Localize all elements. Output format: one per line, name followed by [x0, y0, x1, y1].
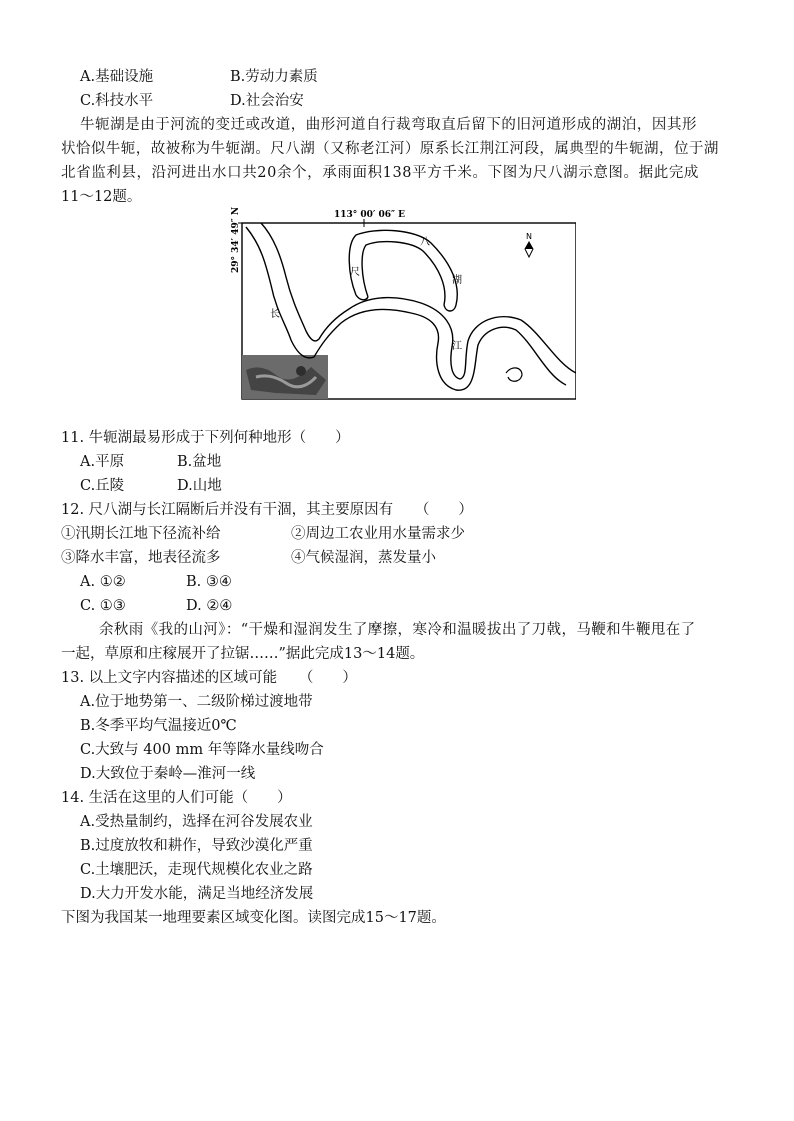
- passage-line-4: 11～12题。: [61, 189, 142, 205]
- label-ba: 八: [420, 237, 430, 248]
- passage-line-2: 状恰似牛轭，故被称为牛轭湖。尺八湖（又称老江河）原系长江荆江河段，属典型的牛轭湖，位于湖: [61, 141, 719, 157]
- q14-stem: 14. 生活在这里的人们可能（ ）: [61, 790, 292, 806]
- intro-q15: 下图为我国某一地理要素区域变化图。读图完成15～17题。: [61, 910, 446, 926]
- q14-option-d: D.大力开发水能，满足当地经济发展: [80, 886, 314, 902]
- q11-option-d: D.山地: [177, 478, 222, 494]
- q13-stem: 13. 以上文字内容描述的区域可能 （ ）: [61, 670, 357, 686]
- q13-option-c: C.大致与 400 mm 年等降水量线吻合: [80, 742, 324, 758]
- q12-option-a: A. ①②: [80, 574, 126, 590]
- q14-option-b: B.过度放牧和耕作，导致沙漠化严重: [80, 838, 313, 854]
- svg-text:N: N: [526, 232, 532, 241]
- river-loop: [506, 368, 522, 381]
- passage2-line-1: 余秋雨《我的山河》：“干燥和湿润发生了摩擦，寒冷和温暖拔出了刀戟，马鞭和牛鞭甩在了: [99, 622, 696, 638]
- q13-option-a: A.位于地势第一、二级阶梯过渡地带: [80, 694, 313, 710]
- north-arrow-icon: [525, 232, 533, 257]
- q14-option-a: A.受热量制约，选择在河谷发展农业: [80, 814, 313, 830]
- q12-statement-1: ①汛期长江地下径流补给: [61, 526, 221, 542]
- q11-option-c: C.丘陵: [80, 478, 125, 494]
- q12-option-d: D. ②④: [186, 598, 233, 614]
- q14-option-c: C.土壤肥沃，走现代规模化农业之路: [80, 862, 313, 878]
- q12-stem: 12. 尺八湖与长江隔断后并没有干涸，其主要原因有 （ ）: [61, 502, 473, 518]
- q13-option-b: B.冬季平均气温接近0℃: [80, 718, 237, 734]
- chiba-lake-map: [216, 205, 576, 400]
- q12-statement-3: ③降水丰富，地表径流多: [61, 550, 221, 566]
- option-b: B.劳动力素质: [230, 69, 318, 85]
- longitude-label: 113° 00′ 06″ E: [334, 210, 405, 220]
- passage-line-1: 牛轭湖是由于河流的变迁或改道，曲形河道自行裁弯取直后留下的旧河道形成的湖泊，因其形: [80, 117, 698, 133]
- option-a: A.基础设施: [80, 69, 154, 85]
- q12-statement-2: ②周边工农业用水量需求少: [291, 526, 465, 542]
- satellite-inset: [242, 355, 328, 399]
- label-hu: 湖: [452, 275, 462, 286]
- option-c: C.科技水平: [80, 93, 154, 109]
- q11-option-b: B.盆地: [177, 454, 222, 470]
- latitude-label: 29° 34′ 49″ N: [231, 206, 241, 273]
- q12-option-b: B. ③④: [186, 574, 232, 590]
- q12-statement-4: ④气候湿润，蒸发量小: [291, 550, 436, 566]
- q13-option-d: D.大致位于秦岭—淮河一线: [80, 766, 256, 782]
- option-d: D.社会治安: [230, 93, 304, 109]
- passage2-line-2: 一起，草原和庄稼展开了拉锯……”据此完成13～14题。: [61, 646, 425, 662]
- label-chang: 长: [270, 309, 280, 320]
- label-jiang: 江: [452, 341, 462, 352]
- q11-option-a: A.平原: [80, 454, 125, 470]
- label-chi: 尺: [350, 267, 360, 278]
- passage-line-3: 北省监利县，沿河进出水口共20余个，承雨面积138平方千米。下图为尺八湖示意图。据此完成: [61, 165, 700, 181]
- q12-option-c: C. ①③: [80, 598, 126, 614]
- q11-stem: 11. 牛轭湖最易形成于下列何种地形（ ）: [61, 430, 350, 446]
